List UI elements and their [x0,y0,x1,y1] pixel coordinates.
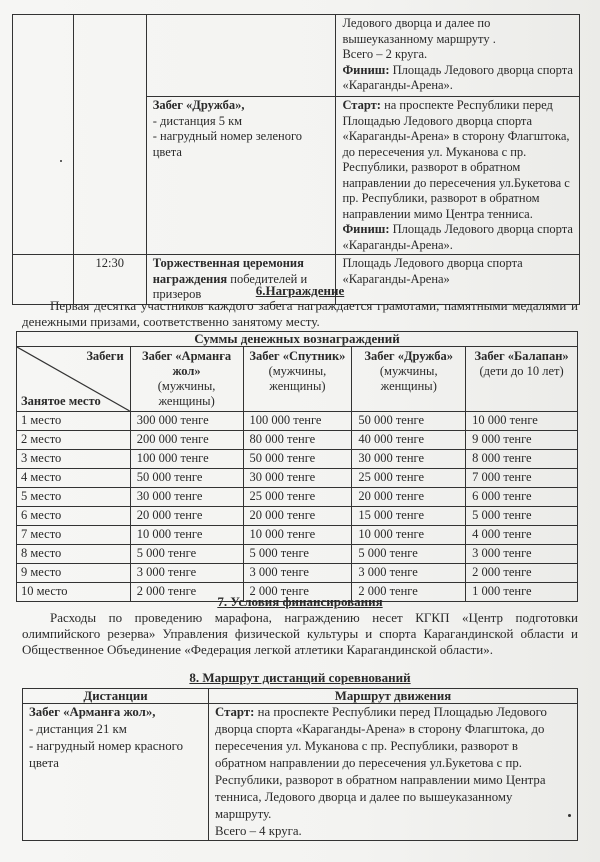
prize-amount-cell: 3 000 тенге [243,564,352,583]
prize-amount-cell: 200 000 тенге [130,431,243,450]
prize-amount-cell: 10 000 тенге [352,526,466,545]
prize-amount-cell: 3 000 тенге [352,564,466,583]
place-cell: 6 место [17,507,131,526]
prize-amount-cell: 9 000 тенге [466,431,578,450]
event-detail: - нагрудный номер зеленого цвета [152,129,303,159]
awards-paragraph: Первая десятка участников каждого забега награждается грамотами, памятными медалями и денежными призами, соответственно занятому месту. [22,298,578,329]
route-cell [336,15,580,97]
event-title: Забег «Арманға жол», [29,705,156,719]
route-line: Всего – 2 круга. [342,47,428,61]
table-cell [13,15,74,255]
table-row [17,507,578,526]
time-cell: 12:30 [73,255,146,305]
table-row [23,704,578,841]
start-label: Старт: [215,705,255,719]
table-row [17,412,578,431]
column-subtitle: (мужчины, женщины) [379,364,438,393]
prize-amount-cell: 80 000 тенге [243,431,352,450]
prize-amount-cell: 15 000 тенге [352,507,466,526]
column-header [243,347,352,412]
route-cell [336,97,580,255]
prize-amount-cell: 1 000 тенге [466,583,578,602]
table-row [17,564,578,583]
column-header: Маршрут движения [209,689,578,704]
column-title: Забег «Арманға жол» [142,349,232,378]
place-cell: 10 место [17,583,131,602]
table-header-row [17,347,578,412]
prize-amount-cell: 30 000 тенге [243,469,352,488]
place-cell: 3 место [17,450,131,469]
prize-amount-cell: 300 000 тенге [130,412,243,431]
scan-speck [568,814,571,817]
column-title: Забег «Дружба» [364,349,454,363]
prize-amount-cell: 7 000 тенге [466,469,578,488]
start-text: на проспекте Республики перед Площадью Ледового дворца спорта «Караганды-Арена» в сторону Флагштока, до пересечения ул. Муканова с пр. Республики, разворот в обратном направлении до пересечения ул.Букетова с пр. Республики, разворот в обратном направлении мимо Центра тенниса. [342,98,570,221]
prize-amount-cell: 20 000 тенге [243,507,352,526]
prize-amount-cell: 5 000 тенге [130,545,243,564]
place-cell: 8 место [17,545,131,564]
finish-label: Финиш: [342,62,390,77]
prize-amount-cell: 2 000 тенге [352,583,466,602]
table-row [17,431,578,450]
time-cell [73,15,146,255]
route-table [22,688,578,841]
prize-amount-cell: 5 000 тенге [352,545,466,564]
section-title-awards: 6.Награждение [255,283,345,298]
place-cell: 7 место [17,526,131,545]
event-detail: победителей и призеров [152,271,308,301]
table-caption: Суммы денежных вознаграждений [17,332,578,347]
route-cell: Площадь Ледового дворца спорта «Караганды-Арена» [336,255,580,305]
place-cell: 4 место [17,469,131,488]
event-cell [146,15,336,97]
prize-amount-cell: 6 000 тенге [466,488,578,507]
corner-header-cell [17,347,131,412]
prize-amount-cell: 3 000 тенге [466,545,578,564]
start-label: Старт: [342,98,381,112]
start-text: на проспекте Республики перед Площадью Ледового дворца спорта «Караганды-Арена» в сторону Флагштока, до пересечения ул. Муканова с пр. Республики, разворот в обратном направлении до пересечения ул.Букетова с пр. Республики, разворот в обратном направлении мимо Центра тенниса, Ледового дворца и далее по вышеуказанному маршруту. [215,705,547,821]
event-cell [146,97,336,255]
prize-amount-cell: 20 000 тенге [352,488,466,507]
prize-amount-cell: 40 000 тенге [352,431,466,450]
table-row [17,488,578,507]
finish-text: Площадь Ледового дворца спорта «Караганды-Арена». [342,222,573,252]
place-cell: 9 место [17,564,131,583]
table-row [13,15,580,97]
section-title-financing: 7. Условия финансирования [217,594,383,609]
place-cell: 2 место [17,431,131,450]
column-subtitle: (мужчины, женщины) [268,364,327,393]
total-laps: Всего – 4 круга. [215,824,302,838]
column-header [130,347,243,412]
section-title-route: 8. Маршрут дистанций соревнований [189,670,411,685]
table-header-row [23,689,578,704]
table-row [17,450,578,469]
prize-amount-cell: 10 000 тенге [130,526,243,545]
column-subtitle: (мужчины, женщины) [157,379,216,408]
prize-amount-cell: 50 000 тенге [130,469,243,488]
prize-amount-cell: 10 000 тенге [466,412,578,431]
financing-paragraph: Расходы по проведению марафона, награждению несет КГКП «Центр подготовки олимпийского резерва» Управления физической культуры и спорта Карагандинской области и Общественное Объединение «Федерация легкой атлетики Карагандинской области». [22,610,578,657]
prize-amount-cell: 5 000 тенге [466,507,578,526]
column-header: Дистанции [23,689,209,704]
prize-amount-cell: 2 000 тенге [130,583,243,602]
prize-amount-cell: 20 000 тенге [130,507,243,526]
prize-amount-cell: 100 000 тенге [243,412,352,431]
finish-label: Финиш: [342,222,390,236]
event-title: Забег «Дружба», [152,98,245,112]
column-header [352,347,466,412]
event-detail: - дистанция 5 км [152,113,243,128]
route-cell [209,704,578,841]
prize-amount-cell: 4 000 тенге [466,526,578,545]
table-row [17,469,578,488]
prize-amount-cell: 3 000 тенге [130,564,243,583]
place-cell: 1 место [17,412,131,431]
column-subtitle: (дети до 10 лет) [479,364,564,378]
prize-amount-cell: 8 000 тенге [466,450,578,469]
table-row [17,526,578,545]
scan-speck [60,160,62,162]
event-title: Торжественная церемония награждения [152,256,304,286]
route-line: вышеуказанному маршруту . [342,31,496,46]
prize-amount-cell: 2 000 тенге [243,583,352,602]
column-header [466,347,578,412]
prize-amount-cell: 25 000 тенге [243,488,352,507]
column-title: Забег «Спутник» [249,349,346,363]
finish-text: Площадь Ледового дворца спорта «Караганды-Арена». [342,62,573,92]
prize-amount-cell: 25 000 тенге [352,469,466,488]
prize-amount-cell: 50 000 тенге [243,450,352,469]
prize-amount-cell: 5 000 тенге [243,545,352,564]
corner-top-label: Забеги [86,349,124,363]
prize-amount-cell: 2 000 тенге [466,564,578,583]
prize-amount-cell: 10 000 тенге [243,526,352,545]
table-row [17,545,578,564]
prize-amount-cell: 30 000 тенге [352,450,466,469]
route-line: Ледового дворца и далее по [342,16,491,30]
event-detail: - дистанция 21 км [29,722,127,736]
corner-bottom-label: Занятое место [21,394,101,408]
schedule-table [12,14,580,305]
prize-table [16,331,578,602]
column-title: Забег «Балапан» [474,349,569,363]
distance-cell [23,704,209,841]
prize-amount-cell: 50 000 тенге [352,412,466,431]
place-cell: 5 место [17,488,131,507]
event-detail: - нагрудный номер красного цвета [29,739,183,770]
prize-amount-cell: 100 000 тенге [130,450,243,469]
prize-amount-cell: 30 000 тенге [130,488,243,507]
